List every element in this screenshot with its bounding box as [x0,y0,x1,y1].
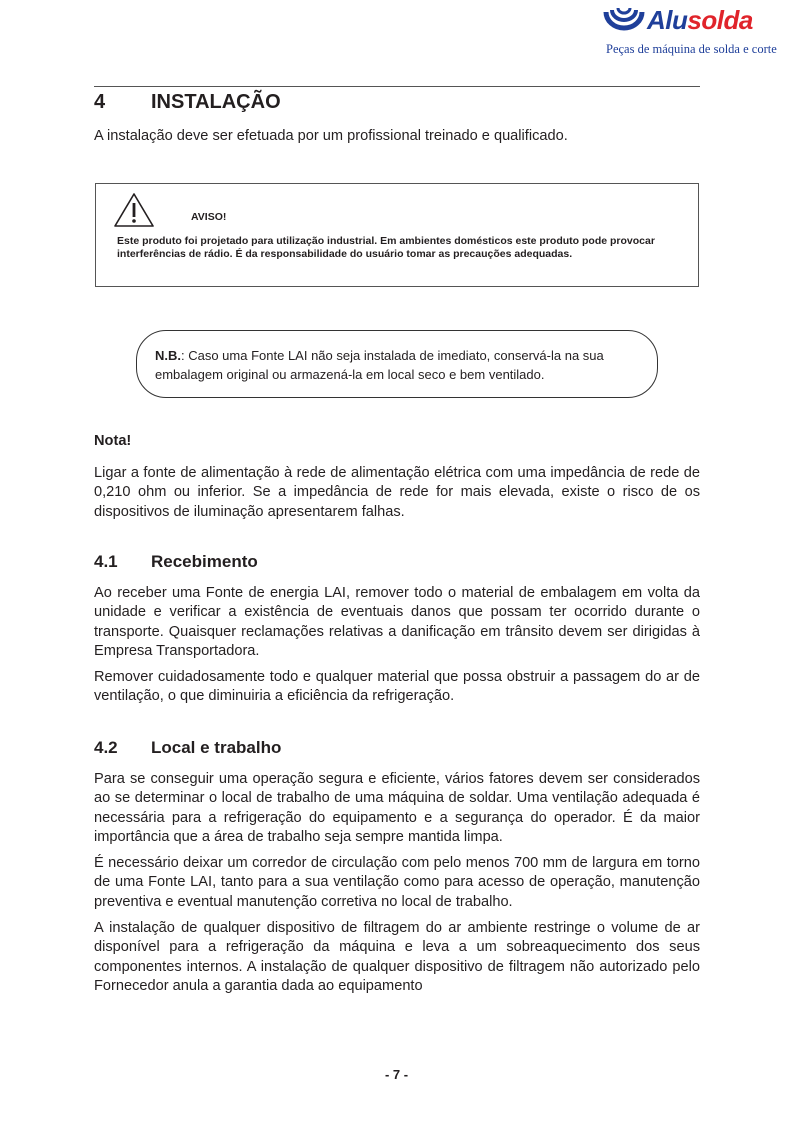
paragraph: A instalação de qualquer dispositivo de filtragem do ar ambiente restringe o volume de ar disponível para a refrigeração da máquina e leva a um sobreaquecimento dos seus componentes internos. A instalação de qualquer dispositivo de filtragem não autorizado pelo Fornecedor anula a garantia dada ao equipamento [94,920,700,994]
logo-word-alu: Alu [647,5,688,35]
subsection-number: 4.1 [94,552,118,571]
section-number: 4 [94,91,106,113]
nota-text: Ligar a fonte de alimentação à rede de alimentação elétrica com uma impedância de rede de 0,210 ohm ou inferior. Se a impedância de rede for mais elevada, existe o risco de os dispositivos de iluminação apresentarem falhas. [94,465,700,520]
warning-text: Este produto foi projetado para utilização industrial. Em ambientes domésticos este produto pode provocar interferências de rádio. É da responsabilidade do usuário tomar as precauções adequadas. [117,235,655,260]
nb-note-box [136,330,658,398]
section-heading [94,91,281,114]
paragraph: É necessário deixar um corredor de circulação com pelo menos 700 mm de largura em torno de uma Fonte LAI, tanto para a sua ventilação como para acesso de operação, manutenção preventiva e eventual manutenção corretiva no local de trabalho. [94,855,700,910]
paragraph: Para se conseguir uma operação segura e eficiente, vários fatores devem ser considerados ao se determinar o local de trabalho de uma máquina de soldar. Uma ventilação adequada é necessária para a refrigeração do equipamento e a segurança do operador. É da maior importância que a área de trabalho seja sempre mantida limpa. [94,771,700,845]
nota-title: Nota! [94,433,132,449]
nb-label: N.B. [155,348,181,363]
header-divider [94,86,700,87]
subsection-heading-4-1 [94,552,258,572]
section-title: INSTALAÇÃO [151,91,281,113]
paragraph: Ao receber uma Fonte de energia LAI, remover todo o material de embalagem em volta da unidade e verificar a existência de eventuais danos que possam ter ocorrido durante o transporte. Quaisquer reclamações relativas a danificação em trânsito devem ser dirigidas à Empresa Transportadora. [94,585,700,659]
warning-triangle-icon [113,192,155,228]
logo-tagline: Peças de máquina de solda e corte [606,42,777,56]
brand-logo [600,2,790,58]
paragraph: Remover cuidadosamente todo e qualquer material que possa obstruir a passagem do ar de ventilação, o que diminuiria a eficiência da refrigeração. [94,669,700,705]
page-number: - 7 - [384,1067,409,1082]
logo-swoosh-icon [602,4,646,40]
warning-title: AVISO! [191,211,227,223]
logo-word-solda: solda [687,5,753,35]
logo-wordmark [647,5,753,36]
subsection-heading-4-2 [94,738,281,758]
nb-text: : Caso uma Fonte LAI não seja instalada de imediato, conservá-la na sua embalagem original ou armazená-la em local seco e bem ventilado. [155,348,604,382]
subsection-number: 4.2 [94,738,118,757]
intro-text: A instalação deve ser efetuada por um profissional treinado e qualificado. [94,128,568,144]
subsection-title: Recebimento [151,552,258,571]
warning-box [95,183,699,287]
subsection-title: Local e trabalho [151,738,282,757]
